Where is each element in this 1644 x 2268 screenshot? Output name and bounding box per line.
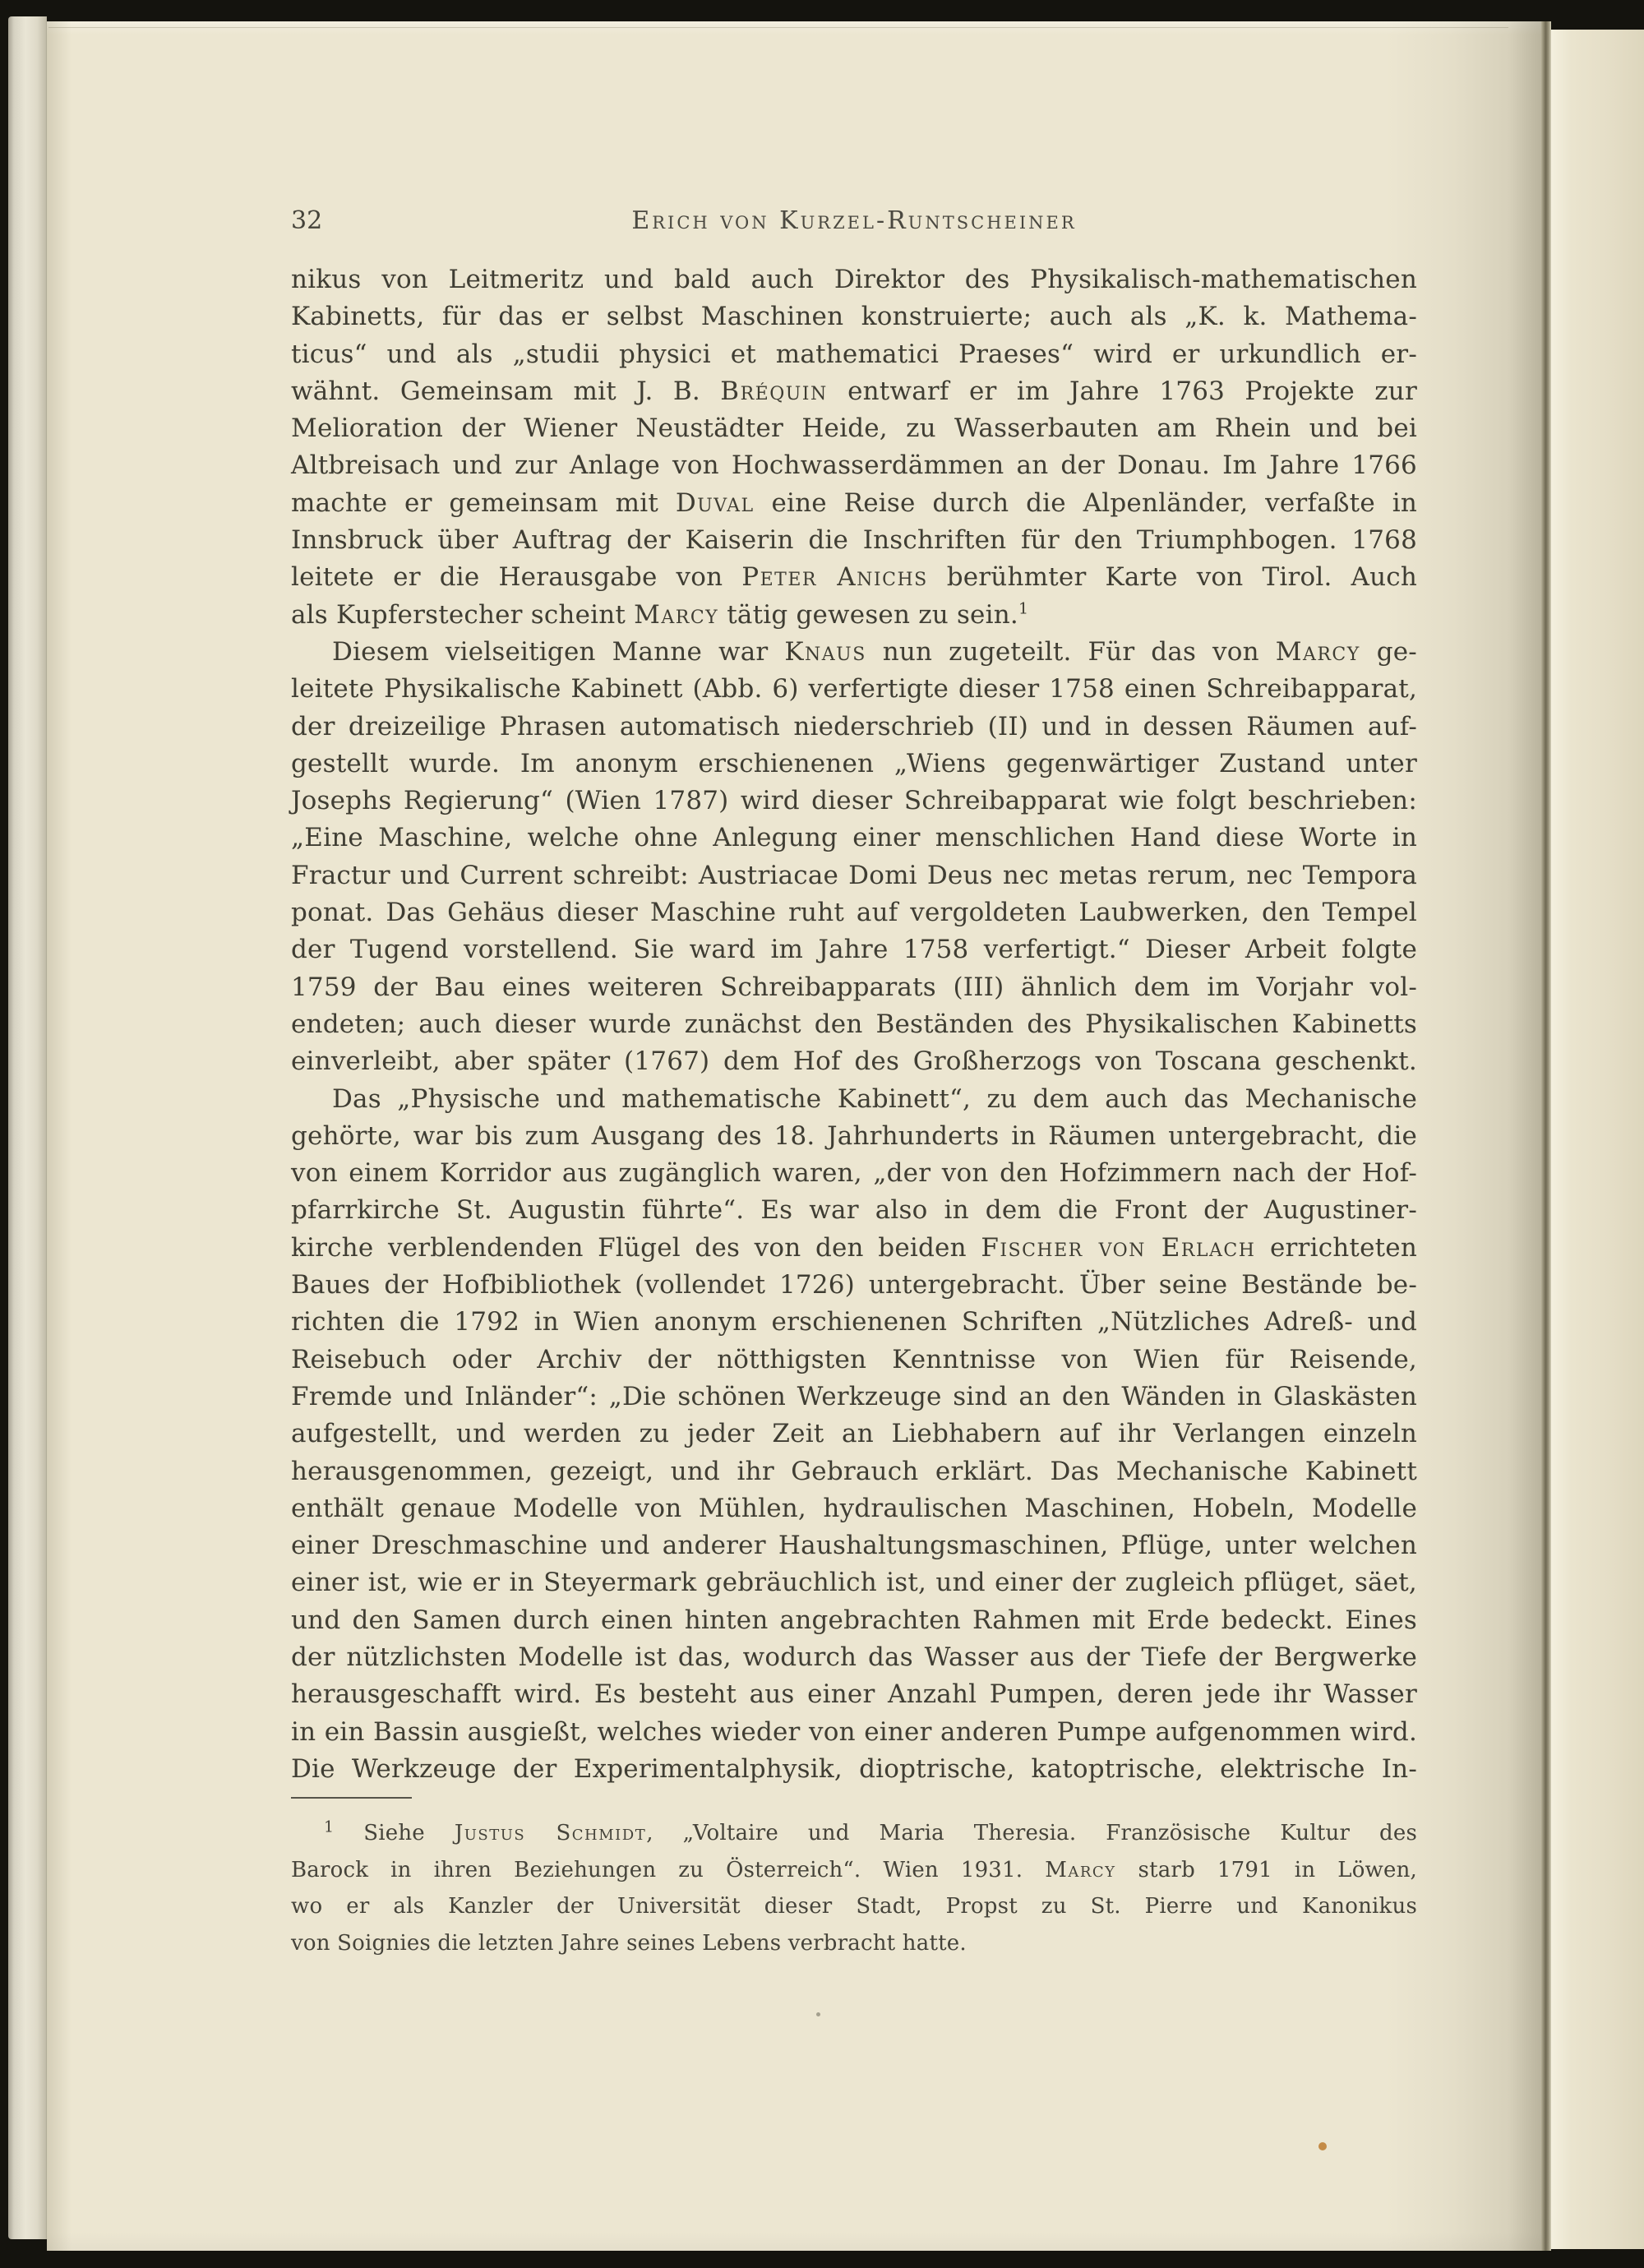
text-line: wo er als Kanzler der Universität dieser Stadt, Propst zu St. Pierre und Kanonikus (291, 1894, 1417, 1919)
small-caps-name: Marcy (634, 599, 719, 630)
text-line: wähnt. Gemeinsam mit J. B. Bréquin entwarf er im Jahre 1763 Projekte zur (291, 376, 1417, 406)
text-line: Die Werkzeuge der Experimentalphysik, dioptrische, katoptrische, elektrische In- (291, 1753, 1417, 1784)
text-line: enthält genaue Modelle von Mühlen, hydraulischen Maschinen, Hobeln, Modelle (291, 1493, 1417, 1523)
page-stack-edge (8, 16, 47, 2239)
text-line: Melioration der Wiener Neustädter Heide, zu Wasserbauten am Rhein und bei (291, 413, 1417, 444)
paragraph (291, 1815, 1417, 1961)
text-line: $^1$ Siehe Justus Schmidt, „Voltaire und Maria Theresia. Französische Kultur des (324, 1818, 1417, 1845)
text-line: Josephs Regierung“ (Wien 1787) wird dieser Schreibapparat wie folgt beschrieben: (291, 786, 1417, 816)
text-line: richten die 1792 in Wien anonym erschienenen Schriften „Nützliches Adreß- und (291, 1307, 1417, 1337)
footnote-separator (291, 1797, 412, 1799)
footnote-reference: 1 (1018, 599, 1029, 618)
running-title: Erich von Kurzel-Runtscheiner (631, 206, 1077, 235)
adjacent-page (1551, 30, 1644, 2249)
small-caps-name: Fischer von Erlach (981, 1232, 1256, 1263)
text-line: herausgenommen, gezeigt, und ihr Gebrauch erklärt. Das Mechanische Kabinett (291, 1456, 1417, 1486)
text-line: Innsbruck über Auftrag der Kaiserin die Inschriften für den Triumphbogen. 1768 (291, 525, 1417, 556)
text-line: kirche verblendenden Flügel des von den beiden Fischer von Erlach errichteten (291, 1232, 1417, 1263)
text-line: ticus“ und als „studii physici et mathematici Praeses“ wird er urkundlich er- (291, 339, 1417, 369)
text-line: Das „Physische und mathematische Kabinett“, zu dem auch das Mechanische (332, 1083, 1417, 1114)
small-caps-name: Bréquin (720, 376, 828, 406)
text-line: Baues der Hofbibliothek (vollendet 1726) untergebracht. Über seine Bestände be- (291, 1270, 1417, 1300)
text-line: Fremde und Inländer“: „Die schönen Werkzeuge sind an den Wänden in Glaskästen (291, 1381, 1417, 1411)
text-line: Fractur und Current schreibt: Austriacae Domi Deus nec metas rerum, nec Tempora (291, 860, 1417, 890)
text-line: in ein Bassin ausgießt, welches wieder von einer anderen Pumpe aufgenommen wird. (291, 1716, 1417, 1747)
text-line: von einem Korridor aus zugänglich waren, „der von den Hofzimmern nach der Hof- (291, 1158, 1417, 1189)
text-line: Reisebuch oder Archiv der nötthigsten Kenntnisse von Wien für Reisende, (291, 1344, 1417, 1374)
small-caps-name: Marcy (1275, 636, 1360, 667)
text-line: Barock in ihren Beziehungen zu Österreich“. Wien 1931. Marcy starb 1791 in Löwen, (291, 1857, 1418, 1882)
text-line: herausgeschafft wird. Es besteht aus einer Anzahl Pumpen, deren jede ihr Wasser (291, 1679, 1417, 1710)
footnote (291, 1815, 1417, 1961)
text-line: 1759 der Bau eines weiteren Schreibapparats (III) ähnlich dem im Vorjahr vol- (291, 972, 1417, 1002)
running-header (291, 206, 1417, 241)
text-line: und den Samen durch einen hinten angebrachten Rahmen mit Erde bedeckt. Eines (291, 1605, 1417, 1635)
paragraph (291, 261, 1417, 634)
paragraph (291, 1081, 1417, 1789)
text-line: „Eine Maschine, welche ohne Anlegung einer menschlichen Hand diese Worte in (291, 823, 1417, 853)
gutter-shadow (1541, 21, 1551, 2251)
text-line: leitete er die Herausgabe von Peter Anichs berühmter Karte von Tirol. Auch (291, 562, 1417, 593)
text-line: einer Dreschmaschine und anderer Haushaltungsmaschinen, Pflüge, unter welchen (291, 1531, 1417, 1561)
text-line: leitete Physikalische Kabinett (Abb. 6) verfertigte dieser 1758 einen Schreibapparat, (291, 674, 1417, 704)
text-line: endeten; auch dieser wurde zunächst den Beständen des Physikalischen Kabinetts (291, 1009, 1417, 1039)
small-caps-name: Duval (675, 487, 755, 518)
text-line: ponat. Das Gehäus dieser Maschine ruht auf vergoldeten Laubwerken, den Tempel (291, 898, 1417, 928)
text-line: einverleibt, aber später (1767) dem Hof des Großherzogs von Toscana geschenkt. (291, 1046, 1417, 1077)
book-page (47, 21, 1541, 2251)
text-line: nikus von Leitmeritz und bald auch Direktor des Physikalisch-mathematischen (291, 265, 1417, 294)
text-line: von Soignies die letzten Jahre seines Lebens verbracht hatte. (291, 1930, 967, 1956)
text-line: der nützlichsten Modelle ist das, wodurch das Wasser aus der Tiefe der Bergwerke (291, 1642, 1417, 1672)
text-line: Kabinetts, für das er selbst Maschinen konstruierte; auch als „K. k. Mathema- (291, 302, 1417, 332)
page-number: 32 (291, 206, 323, 235)
ink-speck (816, 2012, 820, 2016)
text-line: als Kupferstecher scheint Marcy tätig gewesen zu sein.$^1$ (291, 599, 1029, 630)
text-line: aufgestellt, und werden zu jeder Zeit an Liebhabern auf ihr Verlangen einzeln (291, 1419, 1417, 1449)
orange-fleck (1318, 2142, 1327, 2150)
paragraph (291, 634, 1417, 1081)
text-line: gestellt wurde. Im anonym erschienenen „Wiens gegenwärtiger Zustand unter (291, 748, 1417, 778)
text-line: pfarrkirche St. Augustin führte“. Es war also in dem die Front der Augustiner- (291, 1195, 1417, 1226)
small-caps-name: Marcy (1045, 1857, 1116, 1882)
footnote-reference: 1 (324, 1818, 335, 1836)
text-line: gehörte, war bis zum Ausgang des 18. Jahrhunderts in Räumen untergebracht, die (291, 1120, 1417, 1151)
text-line: machte er gemeinsam mit Duval eine Reise durch die Alpenländer, verfaßte in (291, 487, 1417, 518)
text-line: Altbreisach und zur Anlage von Hochwasserdämmen an der Donau. Im Jahre 1766 (291, 450, 1417, 481)
body-text (291, 261, 1417, 1788)
small-caps-name: Peter Anichs (741, 562, 928, 593)
small-caps-name: Justus Schmidt (454, 1821, 647, 1845)
small-caps-name: Knaus (784, 636, 866, 667)
text-line: der dreizeilige Phrasen automatisch niederschrieb (II) und in dessen Räumen auf- (291, 711, 1417, 741)
text-line: einer ist, wie er in Steyermark gebräuchlich ist, und einer der zugleich pflüget, säet, (291, 1568, 1417, 1598)
text-line: Diesem vielseitigen Manne war Knaus nun zugeteilt. Für das von Marcy ge- (332, 636, 1417, 667)
text-line: der Tugend vorstellend. Sie ward im Jahre 1758 verfertigt.“ Dieser Arbeit folgte (291, 935, 1417, 965)
